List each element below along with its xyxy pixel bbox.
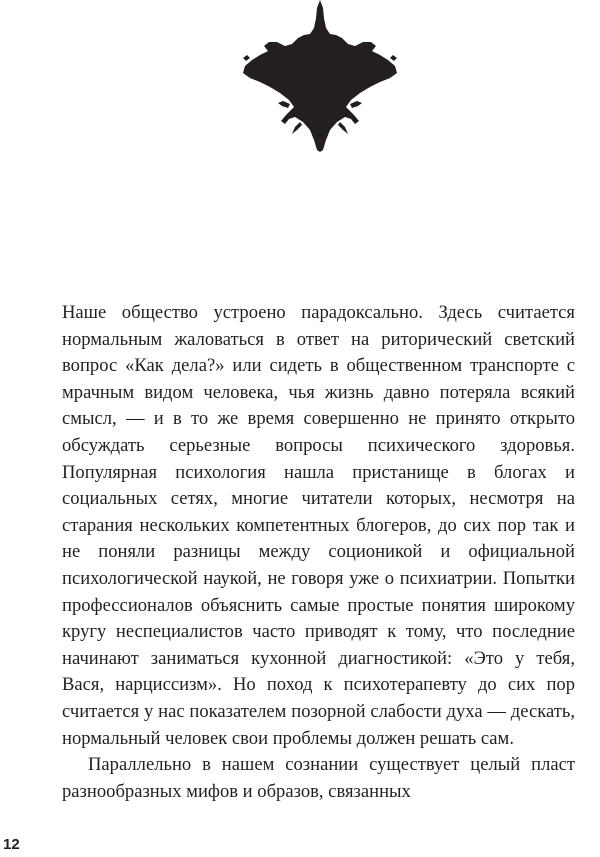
- page-number: 12: [3, 836, 20, 853]
- paragraph: Наше общество устроено парадоксально. Здесь считается нормальным жаловаться в ответ на риторический светский вопрос «Как дела?» или сидеть в общественном транспорте с мрачным видом человека, чья жизнь давно потеряла всякий смысл, — и в то же время совершенно не принято открыто обсуждать серьезные вопросы психического здоровья. Популярная психология нашла пристанище в блогах и социальных сетях, многие читатели которых, несмотря на старания нескольких компетентных блогеров, до сих пор так и не поняли разницы между соционикой и официальной психологической наукой, не говоря уже о психиатрии. Попытки профессионалов объяснить самые простые понятия широкому кругу неспециалистов часто приводят к тому, что последние начинают заниматься кухонной диагностикой: «Это у тебя, Вася, нарциссизм». Но поход к психотерапевту до сих пор считается у нас показателем позорной слабости духа — дескать, нормальный человек свои проблемы должен решать сам.: [62, 302, 575, 749]
- body-text: [62, 300, 575, 805]
- paragraph: Параллельно в нашем сознании существует целый пласт разнообразных мифов и образов, связанных: [62, 754, 575, 802]
- inkblot-icon: [240, 0, 400, 160]
